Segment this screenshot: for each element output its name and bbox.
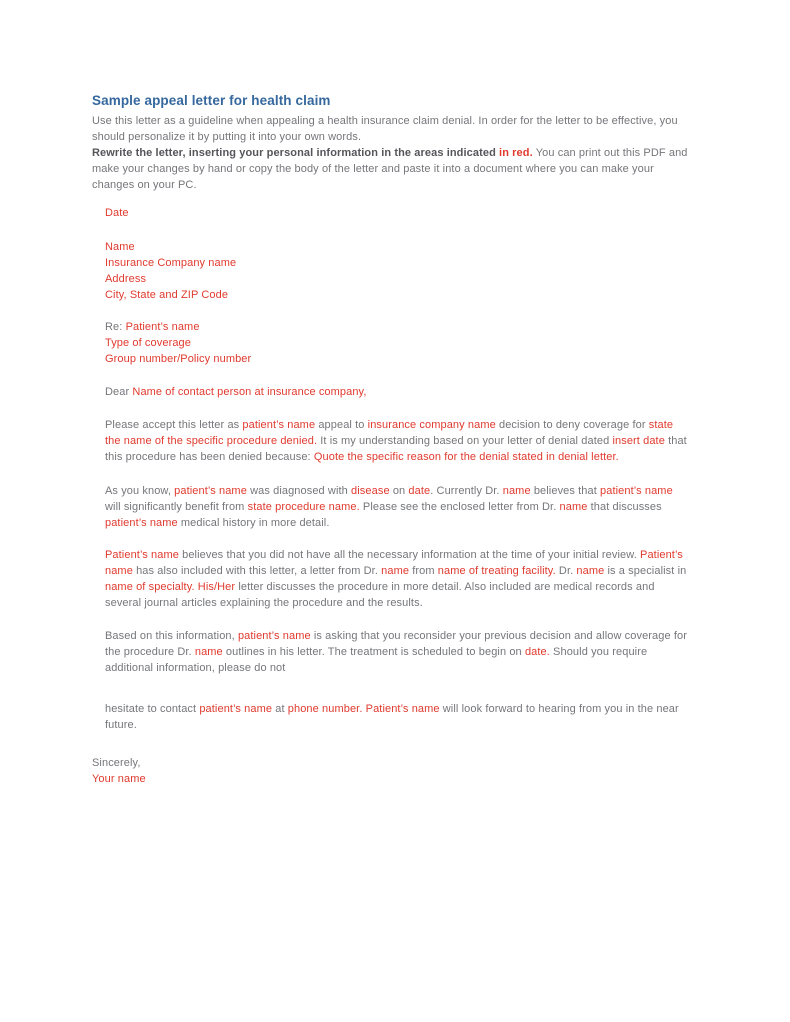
salutation-line: [105, 384, 691, 400]
paragraph-appeal-text: Quote the specific reason for the denial stated in denial letter.: [313, 451, 619, 463]
paragraph-review-text: Patient’s name: [105, 549, 179, 561]
paragraph-diagnosis-text: on: [389, 485, 409, 497]
paragraph-contact: [105, 701, 691, 733]
paragraph-appeal-text: decision to deny coverage for: [495, 419, 649, 431]
group-policy-line: [105, 351, 691, 367]
paragraph-review-text: Patient’s name: [105, 549, 683, 577]
paragraph-diagnosis-text: will significantly benefit from: [105, 501, 248, 513]
paragraph-reconsider-text: Based on this information,: [105, 630, 238, 642]
re-line: [105, 319, 691, 335]
paragraph-review-text: His/Her: [197, 581, 236, 593]
intro-paragraph: [92, 113, 694, 193]
paragraph-diagnosis-text: Please see the enclosed letter from Dr.: [359, 501, 560, 513]
paragraph-review-text: from: [409, 565, 438, 577]
paragraph-review-text: name: [381, 565, 410, 577]
paragraph-diagnosis-text: . Currently Dr.: [430, 485, 503, 497]
paragraph-diagnosis-text: name: [502, 485, 531, 497]
paragraph-diagnosis-text: that discusses: [587, 501, 662, 513]
address-line: [105, 271, 691, 287]
paragraph-reconsider-text: outlines in his letter. The treatment is scheduled to begin on: [222, 646, 525, 658]
paragraph-diagnosis-text: patient’s name: [174, 485, 247, 497]
coverage-type-line-text: Type of coverage: [105, 337, 191, 349]
paragraph-contact-text: patient’s name: [199, 703, 273, 715]
signature-line: [92, 771, 694, 787]
paragraph-diagnosis-text: was diagnosed with: [246, 485, 352, 497]
signature-line-text: Your name: [92, 773, 146, 785]
city-state-zip-line: [105, 287, 691, 303]
intro-paragraph-text: Use this letter as a guideline when appealing a health insurance claim denial. In order for the letter to be effective, you should personalize it by putting it into your own words.: [92, 115, 678, 143]
recipient-name-line: [105, 239, 691, 255]
paragraph-appeal-text: patient’s name: [242, 419, 316, 431]
paragraph-diagnosis-text: patient’s name: [105, 517, 178, 529]
letter-blocks: [92, 113, 694, 787]
paragraph-reconsider-text: Should you require additional information, please do not: [105, 646, 648, 674]
paragraph-diagnosis: [105, 483, 691, 531]
insurance-company-line: [105, 255, 691, 271]
paragraph-diagnosis-text: As you know,: [105, 485, 175, 497]
paragraph-review-text: name of treating facility.: [437, 565, 556, 577]
recipient-name-line-text: Name: [105, 241, 135, 253]
paragraph-appeal-text: insurance company name: [367, 419, 496, 431]
closing-line-text: Sincerely,: [92, 757, 141, 769]
paragraph-review-text: believes that you did not have all the necessary information at the time of your initial review.: [178, 549, 641, 561]
paragraph-review: [105, 547, 691, 611]
intro-paragraph-text: in red.: [499, 147, 533, 159]
paragraph-diagnosis-text: patient’s name: [600, 485, 673, 497]
salutation-line-text: Dear: [105, 386, 133, 398]
paragraph-diagnosis-text: name: [559, 501, 588, 513]
city-state-zip-line-text: City, State and ZIP Code: [105, 289, 229, 301]
paragraph-appeal-text: Please accept this letter as: [105, 419, 243, 431]
paragraph-review-text: is a specialist in: [604, 565, 687, 577]
paragraph-review-text: has also included with this letter, a letter from Dr.: [132, 565, 382, 577]
coverage-type-line: [105, 335, 691, 351]
paragraph-review-text: name: [576, 565, 605, 577]
paragraph-review-text: letter discusses the procedure in more detail. Also included are medical records and several journal articles explaining the procedure and the results.: [105, 581, 655, 609]
paragraph-contact-text: phone number.: [287, 703, 363, 715]
date-line: [105, 205, 691, 221]
paragraph-contact-text: Patient’s name: [365, 703, 440, 715]
paragraph-appeal-text: that this procedure has been denied because:: [105, 435, 687, 463]
re-line-text: Patient’s name: [125, 321, 200, 333]
address-line-text: Address: [105, 273, 147, 285]
paragraph-reconsider-text: patient’s name: [237, 630, 311, 642]
paragraph-appeal: [105, 417, 691, 465]
paragraph-diagnosis-text: state procedure name.: [247, 501, 360, 513]
insurance-company-line-text: Insurance Company name: [105, 257, 237, 269]
paragraph-diagnosis-text: medical history in more detail.: [177, 517, 330, 529]
paragraph-diagnosis-text: believes that: [530, 485, 601, 497]
paragraph-review-text: Dr.: [555, 565, 577, 577]
salutation-line-text: Name of contact person at insurance company,: [132, 386, 367, 398]
document-title: Sample appeal letter for health claim: [92, 93, 331, 108]
re-line-text: Re:: [105, 321, 126, 333]
paragraph-appeal-text: state the name of the specific procedure denied.: [105, 419, 674, 447]
paragraph-diagnosis-text: disease: [351, 485, 390, 497]
paragraph-contact-text: at: [272, 703, 288, 715]
paragraph-reconsider-text: date.: [524, 646, 550, 658]
paragraph-reconsider-text: name: [194, 646, 223, 658]
paragraph-appeal-text: insert date: [612, 435, 665, 447]
intro-paragraph-text: Rewrite the letter, inserting your personal information in the areas indicated: [92, 147, 500, 159]
paragraph-contact-text: hesitate to contact: [105, 703, 200, 715]
paragraph-appeal-text: It is my understanding based on your letter of denial dated: [317, 435, 613, 447]
date-line-text: Date: [105, 207, 129, 219]
paragraph-review-text: name of specialty.: [105, 581, 195, 593]
paragraph-contact-text: will look forward to hearing from you in the near future.: [105, 703, 679, 731]
paragraph-reconsider-text: is asking that you reconsider your previous decision and allow coverage for the procedure Dr.: [105, 630, 688, 658]
paragraph-appeal-text: appeal to: [315, 419, 368, 431]
paragraph-reconsider: [105, 628, 691, 676]
paragraph-diagnosis-text: date: [408, 485, 431, 497]
intro-paragraph-text: You can print out this PDF and make your changes by hand or copy the body of the letter and paste it into a document where you can make your changes on your PC.: [92, 147, 688, 191]
closing-line: [92, 755, 694, 771]
group-policy-line-text: Group number/Policy number: [105, 353, 252, 365]
